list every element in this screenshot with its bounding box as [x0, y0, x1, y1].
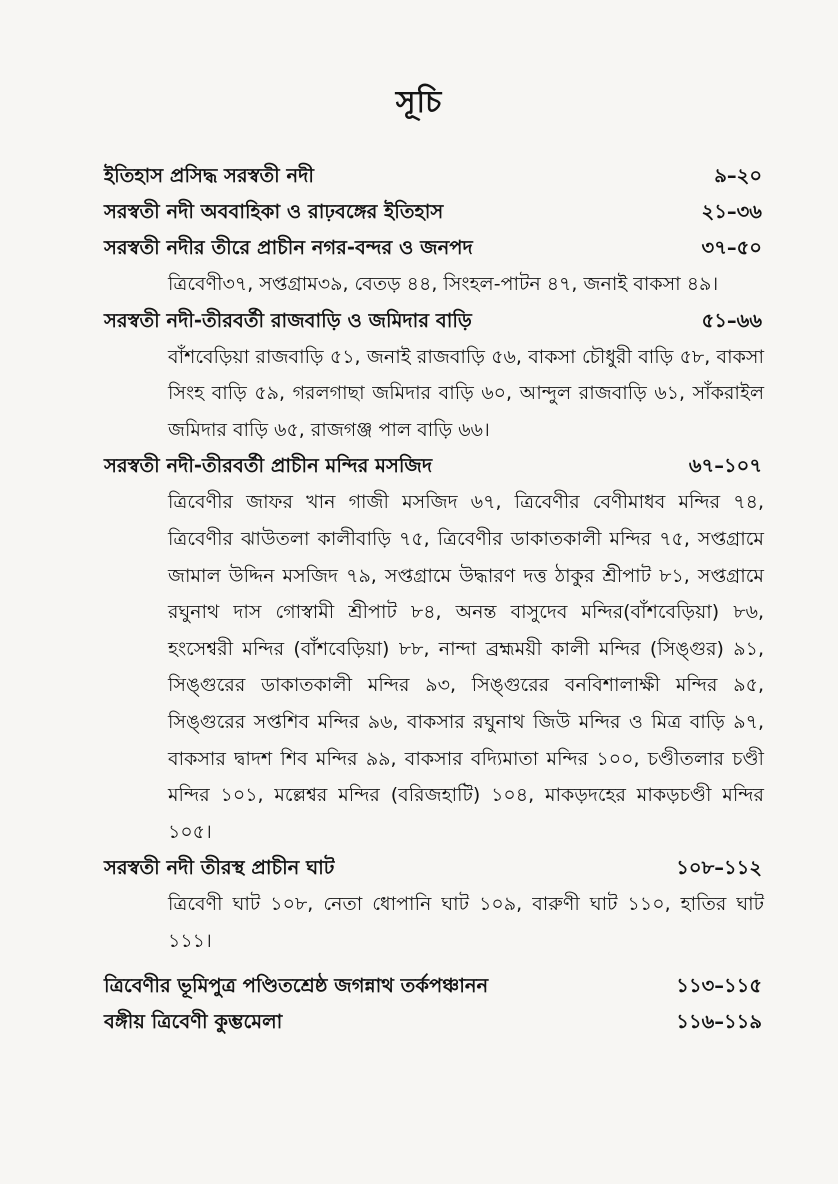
entry-pages: ২১–৩৬	[701, 200, 762, 223]
entry-title: ইতিহাস প্রসিদ্ধ সরস্বতী নদী	[104, 164, 314, 187]
entry-details: ত্রিবেণী ঘাট ১০৮, নেতা ধোপানি ঘাট ১০৯, বারুণী ঘাট ১১০, হাতির ঘাট ১১১।	[168, 893, 764, 952]
entry-pages: ৩৭–৫০	[701, 236, 762, 259]
entry-pages: ৫১–৬৬	[701, 308, 762, 332]
toc-entry-4	[104, 303, 764, 339]
page-title: সূচি	[395, 85, 443, 120]
entry-details: ত্রিবেণীর জাফর খান গাজী মসজিদ ৬৭, ত্রিবেণীর বেণীমাধব মন্দির ৭৪, ত্রিবেণীর ঝাউতলা কালীবাড়ি ৭৫, ত্রিবেণীর ডাকাতকালী মন্দির ৭৫, সপ্তগ্রামে জামাল উদ্দিন মসজিদ ৭৯, সপ্তগ্রামে উদ্ধারণ দত্ত ঠাকুর শ্রীপাট ৮১, সপ্তগ্রামে রঘুনাথ দাস গোস্বামী শ্রীপাট ৮৪, অনন্ত বাসুদেব মন্দির(বাঁশবেড়িয়া) ৮৬, হংসেশ্বরী মন্দির (বাঁশবেড়িয়া) ৮৮, নান্দা ব্রহ্মময়ী কালী মন্দির (সিঙ্গুর) ৯১, সিঙ্গুরের ডাকাতকালী মন্দির ৯৩, সিঙ্গুরের বনবিশালাক্ষী মন্দির ৯৫, সিঙ্গুরের সপ্তশিব মন্দির ৯৬, বাকসার রঘুনাথ জিউ মন্দির ও মিত্র বাড়ি ৯৭, বাকসার দ্বাদশ শিব মন্দির ৯৯, বাকসার বদ্যিমাতা মন্দির ১০০, চণ্ডীতলার চণ্ডী মন্দির ১০১, মল্লেশ্বর মন্দির (বরিজহাটি) ১০৪, মাকড়দহের মাকড়চণ্ডী মন্দির ১০৫।	[168, 491, 764, 843]
entry-pages: ১১৩–১১৫	[676, 973, 762, 997]
entry-title: সরস্বতী নদী অববাহিকা ও রাঢ়বঙ্গের ইতিহাস	[104, 200, 444, 223]
entry-details: ত্রিবেণী৩৭, সপ্তগ্রাম৩৯, বেতড় ৪৪, সিংহল-পাটন ৪৭, জনাই বাকসা ৪৯।	[168, 273, 719, 295]
entry-title: ত্রিবেণীর ভূমিপুত্র পণ্ডিতশ্রেষ্ঠ জগন্নাথ তর্কপঞ্চানন	[104, 973, 489, 997]
toc-entry-2	[104, 194, 764, 230]
entry-title: বঙ্গীয় ত্রিবেণী কুম্ভমেলা	[104, 1009, 283, 1033]
toc-entry-7	[104, 968, 764, 1004]
toc-entry-6	[104, 850, 764, 886]
entry-pages: ৬৭–১০৭	[688, 454, 762, 478]
spacer	[104, 960, 764, 968]
toc-entry-5	[104, 448, 764, 484]
entry-pages: ১০৮–১১২	[676, 856, 762, 880]
entry-pages: ৯–২০	[714, 164, 762, 187]
entry-title: সরস্বতী নদী তীরস্থ প্রাচীন ঘাট	[104, 856, 335, 880]
entry-pages: ১১৬–১১৯	[676, 1009, 762, 1033]
toc-entry-3	[104, 230, 764, 266]
entry-details: বাঁশবেড়িয়া রাজবাড়ি ৫১, জনাই রাজবাড়ি ৫৬, বাকসা চৌধুরী বাড়ি ৫৮, বাকসা সিংহ বাড়ি ৫৯, গরলগাছা জমিদার বাড়ি ৬০, আন্দুল রাজবাড়ি ৬১, সাঁকরাইল জমিদার বাড়ি ৬৫, রাজগঞ্জ পাল বাড়ি ৬৬।	[168, 345, 764, 441]
toc-entry-8	[104, 1004, 764, 1040]
table-of-contents	[104, 158, 764, 1040]
entry-title: সরস্বতী নদী-তীরবর্তী প্রাচীন মন্দির মসজিদ	[104, 454, 433, 478]
toc-entry-1	[104, 158, 764, 194]
entry-title: সরস্বতী নদী-তীরবর্তী রাজবাড়ি ও জমিদার বাড়ি	[104, 308, 472, 332]
entry-title: সরস্বতী নদীর তীরে প্রাচীন নগর-বন্দর ও জনপদ	[104, 236, 473, 259]
